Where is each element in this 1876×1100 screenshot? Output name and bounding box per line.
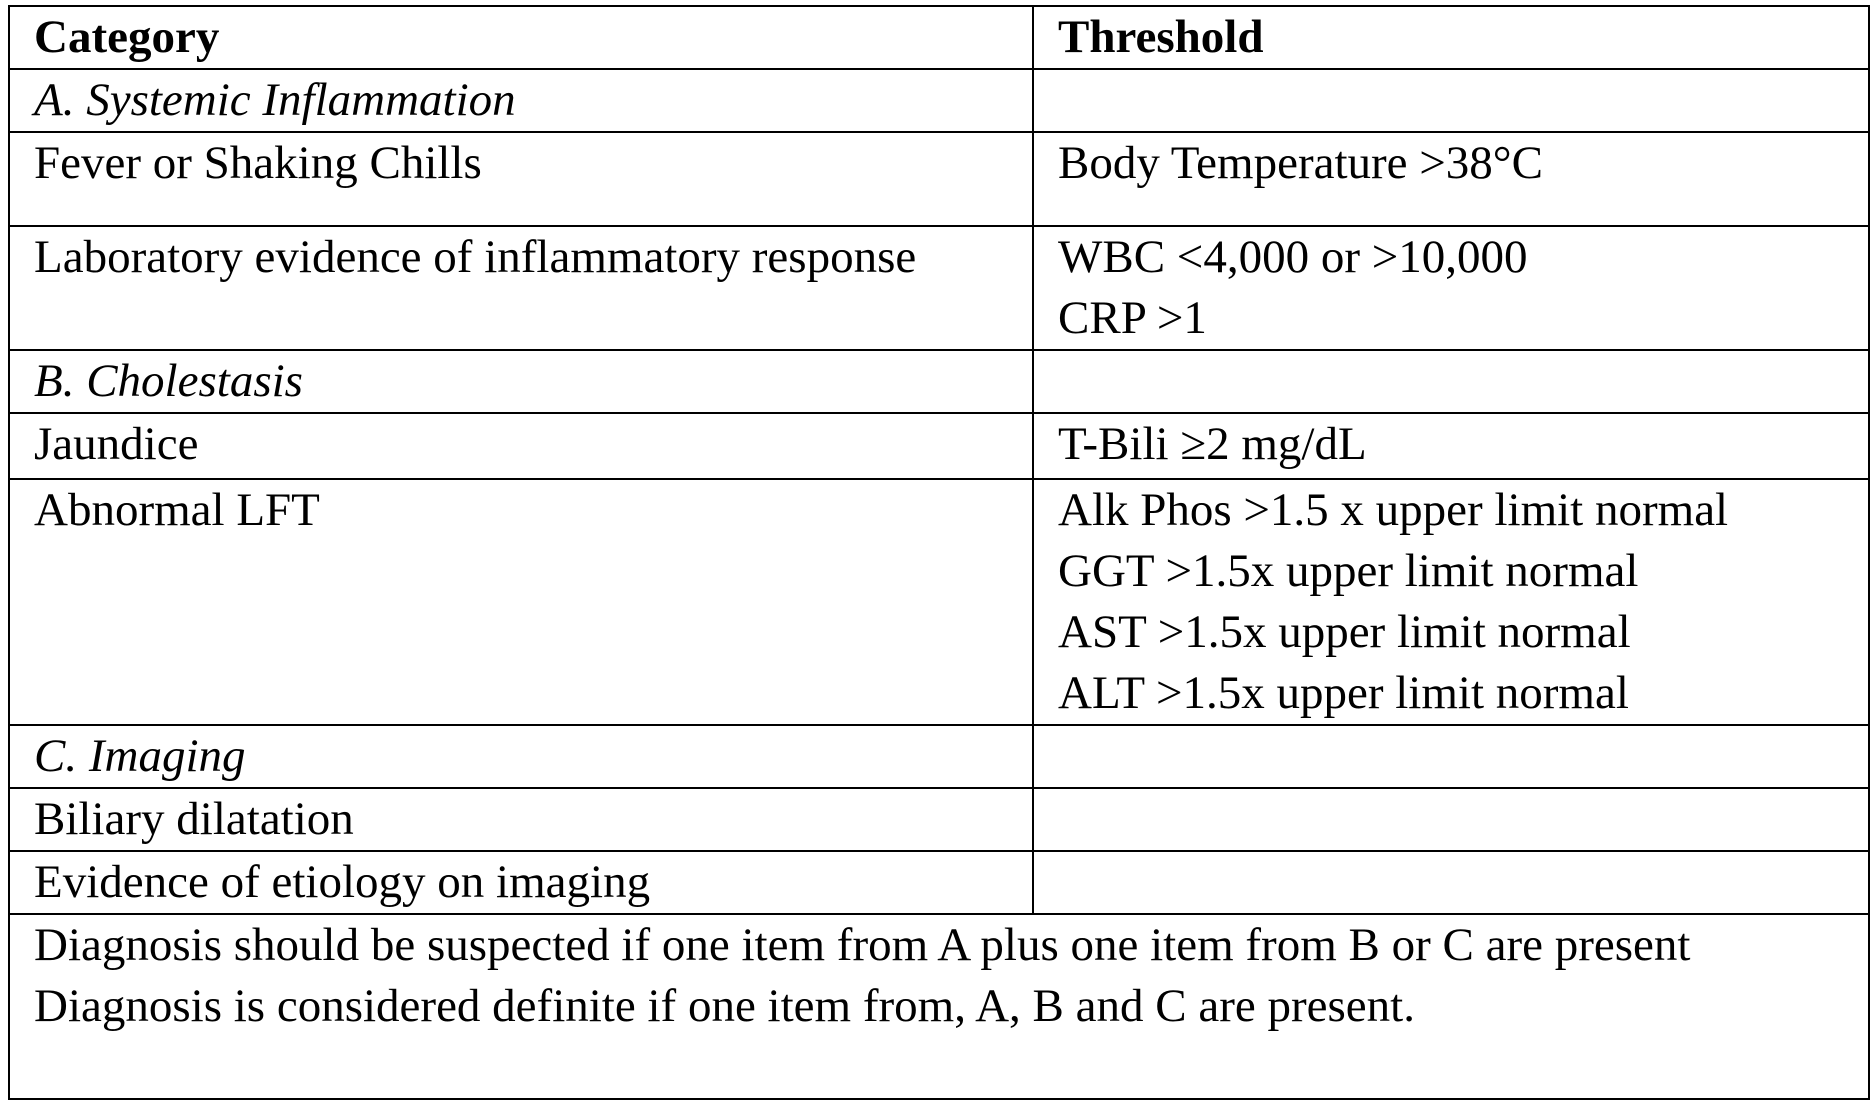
category-cell: Jaundice (9, 413, 1033, 479)
table-row (9, 851, 1869, 914)
threshold-line: T-Bili ≥2 mg/dL (1058, 418, 1367, 470)
table-row (9, 132, 1869, 226)
threshold-cell (1033, 479, 1869, 725)
suspected-criteria-text: Diagnosis should be suspected if one item from A plus one item from B or C are present (34, 919, 1691, 971)
table-row (9, 788, 1869, 851)
diagnosis-note (9, 914, 1869, 1099)
empty-cell (1033, 851, 1869, 914)
threshold-line: AST >1.5x upper limit normal (1058, 606, 1631, 658)
definite-criteria-text: Diagnosis is considered definite if one item from, A, B and C are present. (34, 980, 1415, 1032)
category-cell: Abnormal LFT (9, 479, 1033, 725)
table-row (9, 479, 1869, 725)
section-row (9, 350, 1869, 413)
category-cell: Biliary dilatation (9, 788, 1033, 851)
threshold-line: GGT >1.5x upper limit normal (1058, 545, 1639, 597)
table-row (9, 226, 1869, 350)
category-cell: Fever or Shaking Chills (9, 132, 1033, 226)
empty-cell (1033, 788, 1869, 851)
category-header: Category (9, 6, 1033, 69)
threshold-line: ALT >1.5x upper limit normal (1058, 667, 1629, 719)
threshold-header: Threshold (1033, 6, 1869, 69)
diagnostic-criteria-table (8, 5, 1870, 1100)
header-row (9, 6, 1869, 69)
section-b-title: B. Cholestasis (9, 350, 1033, 413)
section-a-title: A. Systemic Inflammation (9, 69, 1033, 132)
category-cell: Evidence of etiology on imaging (9, 851, 1033, 914)
threshold-cell (1033, 132, 1869, 226)
threshold-line: Body Temperature >38°C (1058, 137, 1543, 189)
empty-cell (1033, 725, 1869, 788)
threshold-line: Alk Phos >1.5 x upper limit normal (1058, 484, 1729, 536)
category-cell: Laboratory evidence of inflammatory response (9, 226, 1033, 350)
table-row (9, 413, 1869, 479)
footer-row (9, 914, 1869, 1099)
section-c-title: C. Imaging (9, 725, 1033, 788)
section-row (9, 69, 1869, 132)
threshold-cell (1033, 226, 1869, 350)
section-row (9, 725, 1869, 788)
empty-cell (1033, 69, 1869, 132)
empty-cell (1033, 350, 1869, 413)
threshold-line: CRP >1 (1058, 292, 1207, 344)
threshold-cell (1033, 413, 1869, 479)
threshold-line: WBC <4,000 or >10,000 (1058, 231, 1528, 283)
